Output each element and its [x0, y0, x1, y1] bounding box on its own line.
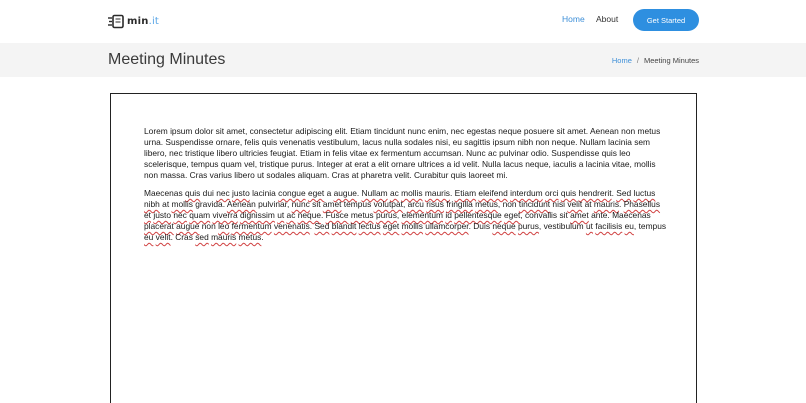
- breadcrumb: [612, 56, 699, 65]
- breadcrumb-home-link[interactable]: Home: [611, 56, 632, 65]
- misspelled-word[interactable]: Sed: [314, 221, 330, 231]
- document-paragraph[interactable]: Maecenas quis dui nec justo lacinia congue eget a augue. Nullam ac mollis mauris. Etiam eleifend interdum orci quis hendrerit. Sed luctus nibh at mollis gravida. Aenean pulvinar, nunc sit amet tempus volutpat, arcu risus fringilla metus, non tincidunt nisi velit at mauris. Phasellus et justo nec quam viverra dignissim ut ac neque. Fusce metus purus, elementum id pellentesque eget, convallis sit amet ante. Maecenas placerat augue non leo fermentum venenatis. Sed blandit lectus eget mollis ullamcorper. Duis neque purus, vestibulum ut facilisis eu, tempus eu velit. Cras sed mauris metus.: [144, 188, 667, 242]
- misspelled-word[interactable]: Nullam: [361, 188, 388, 198]
- misspelled-word[interactable]: et: [144, 210, 151, 220]
- misspelled-word[interactable]: purus: [517, 221, 539, 231]
- misspelled-word[interactable]: eget: [307, 188, 325, 198]
- misspelled-word[interactable]: leo: [218, 221, 230, 231]
- misspelled-word[interactable]: ut: [277, 210, 285, 220]
- misspelled-word[interactable]: facilisis: [595, 221, 623, 231]
- misspelled-word[interactable]: lectus: [358, 221, 381, 231]
- misspelled-word[interactable]: Fusce: [325, 210, 349, 220]
- misspelled-word[interactable]: eleifend: [478, 188, 508, 198]
- misspelled-word[interactable]: sed: [195, 232, 209, 242]
- misspelled-word[interactable]: Aenean: [226, 199, 256, 209]
- misspelled-word[interactable]: ullamcorper: [425, 221, 469, 231]
- misspelled-word[interactable]: neque: [297, 210, 322, 220]
- misspelled-word[interactable]: eget: [504, 210, 521, 220]
- misspelled-word[interactable]: amet: [322, 199, 342, 209]
- misspelled-word[interactable]: metus: [475, 199, 498, 209]
- page-title: Meeting Minutes: [108, 51, 226, 68]
- misspelled-word[interactable]: congue: [278, 188, 306, 198]
- misspelled-word[interactable]: velit: [567, 199, 583, 209]
- misspelled-word[interactable]: luctus: [633, 188, 656, 198]
- misspelled-word[interactable]: pellentesque: [454, 210, 502, 220]
- misspelled-word[interactable]: dignissim: [239, 210, 275, 220]
- misspelled-word[interactable]: risus: [426, 199, 444, 209]
- misspelled-word[interactable]: mollis: [401, 188, 423, 198]
- misspelled-word[interactable]: augue: [176, 221, 200, 231]
- misspelled-word[interactable]: volutpat: [373, 199, 403, 209]
- misspelled-word[interactable]: nec: [173, 210, 187, 220]
- misspelled-word[interactable]: quam: [189, 210, 211, 220]
- misspelled-word[interactable]: tincidunt: [518, 199, 551, 209]
- misspelled-word[interactable]: fermentum: [231, 221, 272, 231]
- misspelled-word[interactable]: placerat: [144, 221, 174, 231]
- top-navbar: [0, 0, 806, 43]
- misspelled-word[interactable]: Sed: [616, 188, 632, 198]
- misspelled-word[interactable]: fringilla: [446, 199, 473, 209]
- page-header: [0, 43, 806, 77]
- misspelled-word[interactable]: mauris: [593, 199, 620, 209]
- misspelled-word[interactable]: mauris: [211, 232, 237, 242]
- misspelled-word[interactable]: quis: [560, 188, 577, 198]
- misspelled-word[interactable]: ac: [389, 188, 399, 198]
- nav-link-about[interactable]: About: [596, 14, 619, 24]
- misspelled-word[interactable]: purus: [375, 210, 397, 220]
- misspelled-word[interactable]: arcu: [407, 199, 424, 209]
- misspelled-word[interactable]: mauris: [424, 188, 450, 198]
- logo-tld: .it: [148, 15, 160, 27]
- document-paragraph[interactable]: Lorem ipsum dolor sit amet, consectetur adipiscing elit. Etiam tincidunt nunc enim, nec egestas neque posuere sit amet. Aenean non metus urna. Suspendisse ornare, felis quis venenatis vestibulum, lacus nulla sodales nisi, eu sagittis ipsum nibh non neque. Nullam lacinia sem libero, nec tristique libero ultricies feugiat. Etiam in felis vitae ex fermentum accumsan. Nunc ac pulvinar odio. Suspendisse quis leo scelerisque, tempus quam vel, tristique purus. Integer at erat a elit ornare ultrices a id velit. Nulla lacus neque, iaculis a lacinia vitae, mollis non massa. Cras varius libero ut sodales aliquam. Cras at pharetra velit. Curabitur quis laoreet mi.: [144, 126, 661, 180]
- breadcrumb-current: Meeting Minutes: [643, 56, 699, 65]
- misspelled-word[interactable]: nibh: [144, 199, 160, 209]
- misspelled-word[interactable]: blandit: [331, 221, 357, 231]
- misspelled-word[interactable]: ut: [585, 221, 593, 231]
- misspelled-word[interactable]: id: [445, 210, 452, 220]
- breadcrumb-separator: /: [636, 56, 639, 65]
- misspelled-word[interactable]: eu: [144, 232, 154, 242]
- misspelled-word[interactable]: viverra: [212, 210, 238, 220]
- misspelled-word[interactable]: augue: [333, 188, 357, 198]
- misspelled-word[interactable]: justo: [153, 210, 172, 220]
- misspelled-word[interactable]: amet: [570, 210, 589, 220]
- misspelled-word[interactable]: justo: [232, 188, 250, 198]
- misspelled-word[interactable]: interdum: [510, 188, 543, 198]
- logo-text: min.it: [127, 15, 160, 27]
- misspelled-word[interactable]: quis: [184, 188, 201, 198]
- misspelled-word[interactable]: ac: [286, 210, 296, 220]
- misspelled-word[interactable]: mollis: [401, 221, 423, 231]
- misspelled-word[interactable]: Phasellus: [623, 199, 661, 209]
- misspelled-word[interactable]: eget: [382, 221, 400, 231]
- misspelled-word[interactable]: metus: [350, 210, 374, 220]
- misspelled-word[interactable]: venenatis: [273, 221, 310, 231]
- misspelled-word[interactable]: Etiam: [454, 188, 477, 198]
- get-started-button[interactable]: Get Started: [633, 9, 699, 31]
- document-editor[interactable]: [110, 93, 697, 403]
- misspelled-word[interactable]: mollis: [171, 199, 193, 209]
- logo[interactable]: [108, 12, 159, 30]
- misspelled-word[interactable]: velit: [155, 232, 171, 242]
- logo-icon: [108, 14, 125, 29]
- misspelled-word[interactable]: eu: [624, 221, 634, 231]
- misspelled-word[interactable]: orci: [545, 188, 559, 198]
- misspelled-word[interactable]: nec: [216, 188, 230, 198]
- misspelled-word[interactable]: hendrerit: [578, 188, 612, 198]
- misspelled-word[interactable]: elementum: [401, 210, 443, 220]
- misspelled-word[interactable]: nunc: [291, 199, 310, 209]
- nav-link-home[interactable]: Home: [562, 14, 585, 24]
- misspelled-word[interactable]: neque: [492, 221, 516, 231]
- misspelled-word[interactable]: metus: [238, 232, 262, 242]
- document-body[interactable]: [144, 126, 669, 243]
